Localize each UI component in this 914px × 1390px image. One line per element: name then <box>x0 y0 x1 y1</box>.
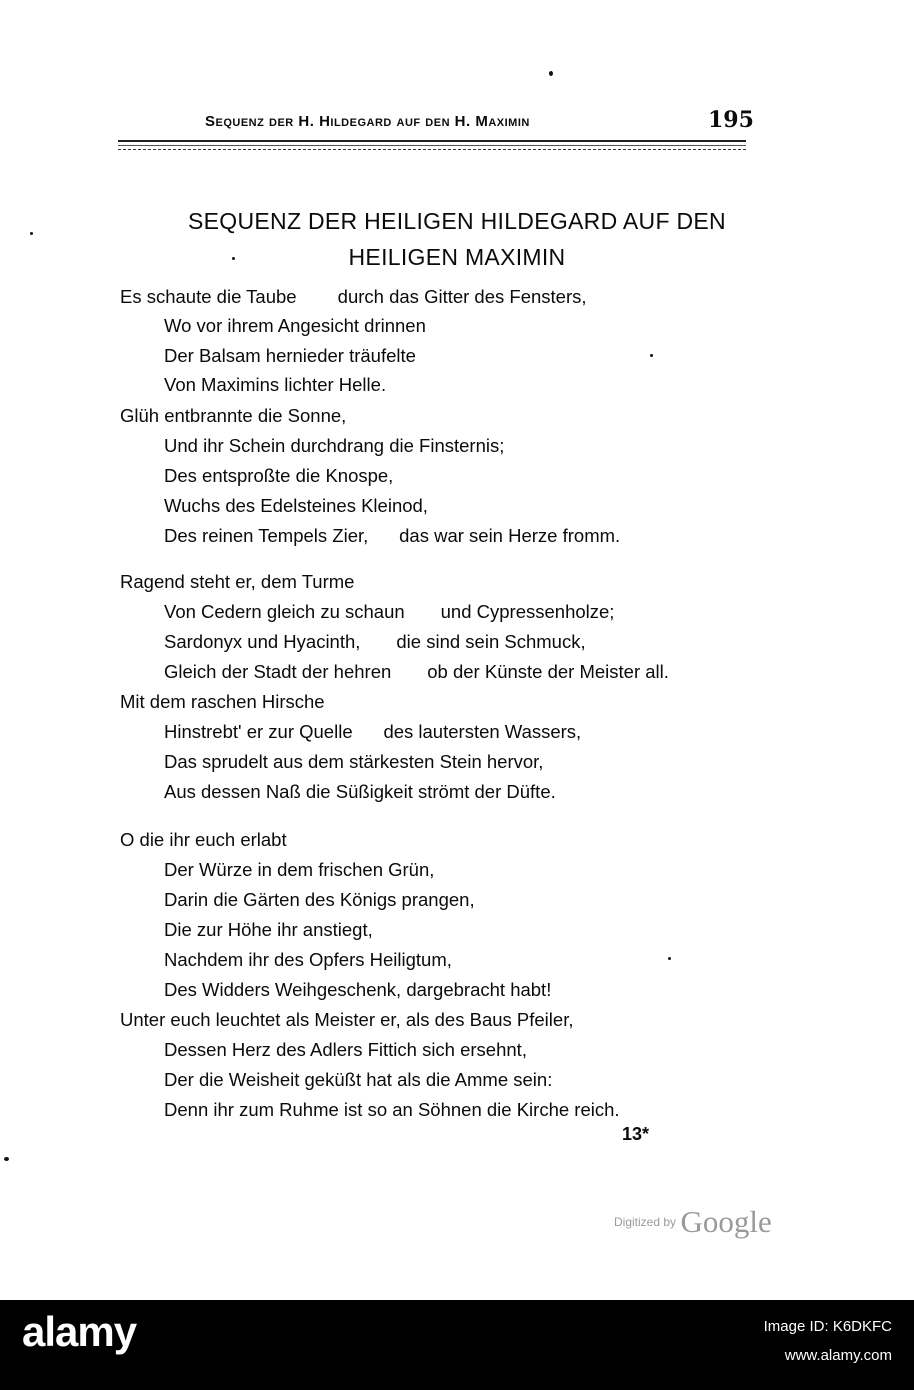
image-id-label: Image ID: K6DKFC <box>763 1318 892 1335</box>
ink-speck <box>4 1157 9 1161</box>
header-rule <box>118 140 746 146</box>
poem-line: Sardonyx und Hyacinth, die sind sein Schmuck, <box>164 631 586 652</box>
poem-line: Aus dessen Naß die Süßigkeit strömt der Düfte. <box>164 781 556 802</box>
ink-speck <box>668 957 671 960</box>
poem-line: Hinstrebt' er zur Quelle des lautersten Wassers, <box>164 721 582 742</box>
alamy-footer-bar <box>0 1300 914 1390</box>
watermark-prefix: Digitized by <box>614 1215 677 1229</box>
poem-line: Mit dem raschen Hirsche <box>120 691 325 712</box>
ink-speck <box>650 354 653 357</box>
poem-line: Darin die Gärten des Königs prangen, <box>164 889 475 910</box>
poem-line: Ragend steht er, dem Turme <box>120 571 355 592</box>
ink-speck <box>549 71 553 76</box>
poem-line: Der Balsam hernieder träufelte <box>164 345 416 366</box>
poem-line: Der die Weisheit geküßt hat als die Amme sein: <box>164 1069 553 1090</box>
page-number: 195 <box>708 107 754 133</box>
poem-line: O die ihr euch erlabt <box>120 829 287 850</box>
alamy-logo: alamy <box>22 1308 137 1355</box>
running-header-title: Sequenz der H. Hildegard auf den H. Maximin <box>205 113 530 130</box>
poem-line: Der Würze in dem frischen Grün, <box>164 859 435 880</box>
poem-line: Gleich der Stadt der hehren ob der Künste der Meister all. <box>164 661 669 682</box>
poem-title <box>100 203 814 275</box>
google-logo-text: Google <box>680 1204 772 1239</box>
poem-line: Des entsproßte die Knospe, <box>164 465 394 486</box>
poem-line: Denn ihr zum Ruhme ist so an Söhnen die Kirche reich. <box>164 1099 620 1120</box>
ink-speck <box>30 232 33 235</box>
poem-line: Wuchs des Edelsteines Kleinod, <box>164 495 428 516</box>
poem-line: Und ihr Schein durchdrang die Finsternis; <box>164 435 505 456</box>
poem-line: Des Widders Weihgeschenk, dargebracht habt! <box>164 979 552 1000</box>
poem-title-line-2: HEILIGEN MAXIMIN <box>348 244 566 270</box>
poem-line: Das sprudelt aus dem stärkesten Stein hervor, <box>164 751 544 772</box>
poem-line: Von Maximins lichter Helle. <box>164 374 387 395</box>
poem-title-line-1: SEQUENZ DER HEILIGEN HILDEGARD AUF DEN <box>188 208 726 234</box>
poem-line: Die zur Höhe ihr anstiegt, <box>164 919 373 940</box>
poem-line: Dessen Herz des Adlers Fittich sich ersehnt, <box>164 1039 527 1060</box>
signature-mark: 13* <box>622 1124 650 1144</box>
poem-line: Es schaute die Taube durch das Gitter des Fensters, <box>120 286 587 307</box>
google-watermark <box>614 1204 772 1240</box>
poem-line: Glüh entbrannte die Sonne, <box>120 405 347 426</box>
poem-line: Von Cedern gleich zu schaun und Cypressenholze; <box>164 601 615 622</box>
poem-line: Des reinen Tempels Zier, das war sein Herze fromm. <box>164 525 621 546</box>
poem-line: Nachdem ihr des Opfers Heiligtum, <box>164 949 452 970</box>
poem-line: Unter euch leuchtet als Meister er, als des Baus Pfeiler, <box>120 1009 574 1030</box>
alamy-url: www.alamy.com <box>784 1347 892 1364</box>
poem-line: Wo vor ihrem Angesicht drinnen <box>164 315 426 336</box>
header-rule-dashed <box>118 149 746 150</box>
